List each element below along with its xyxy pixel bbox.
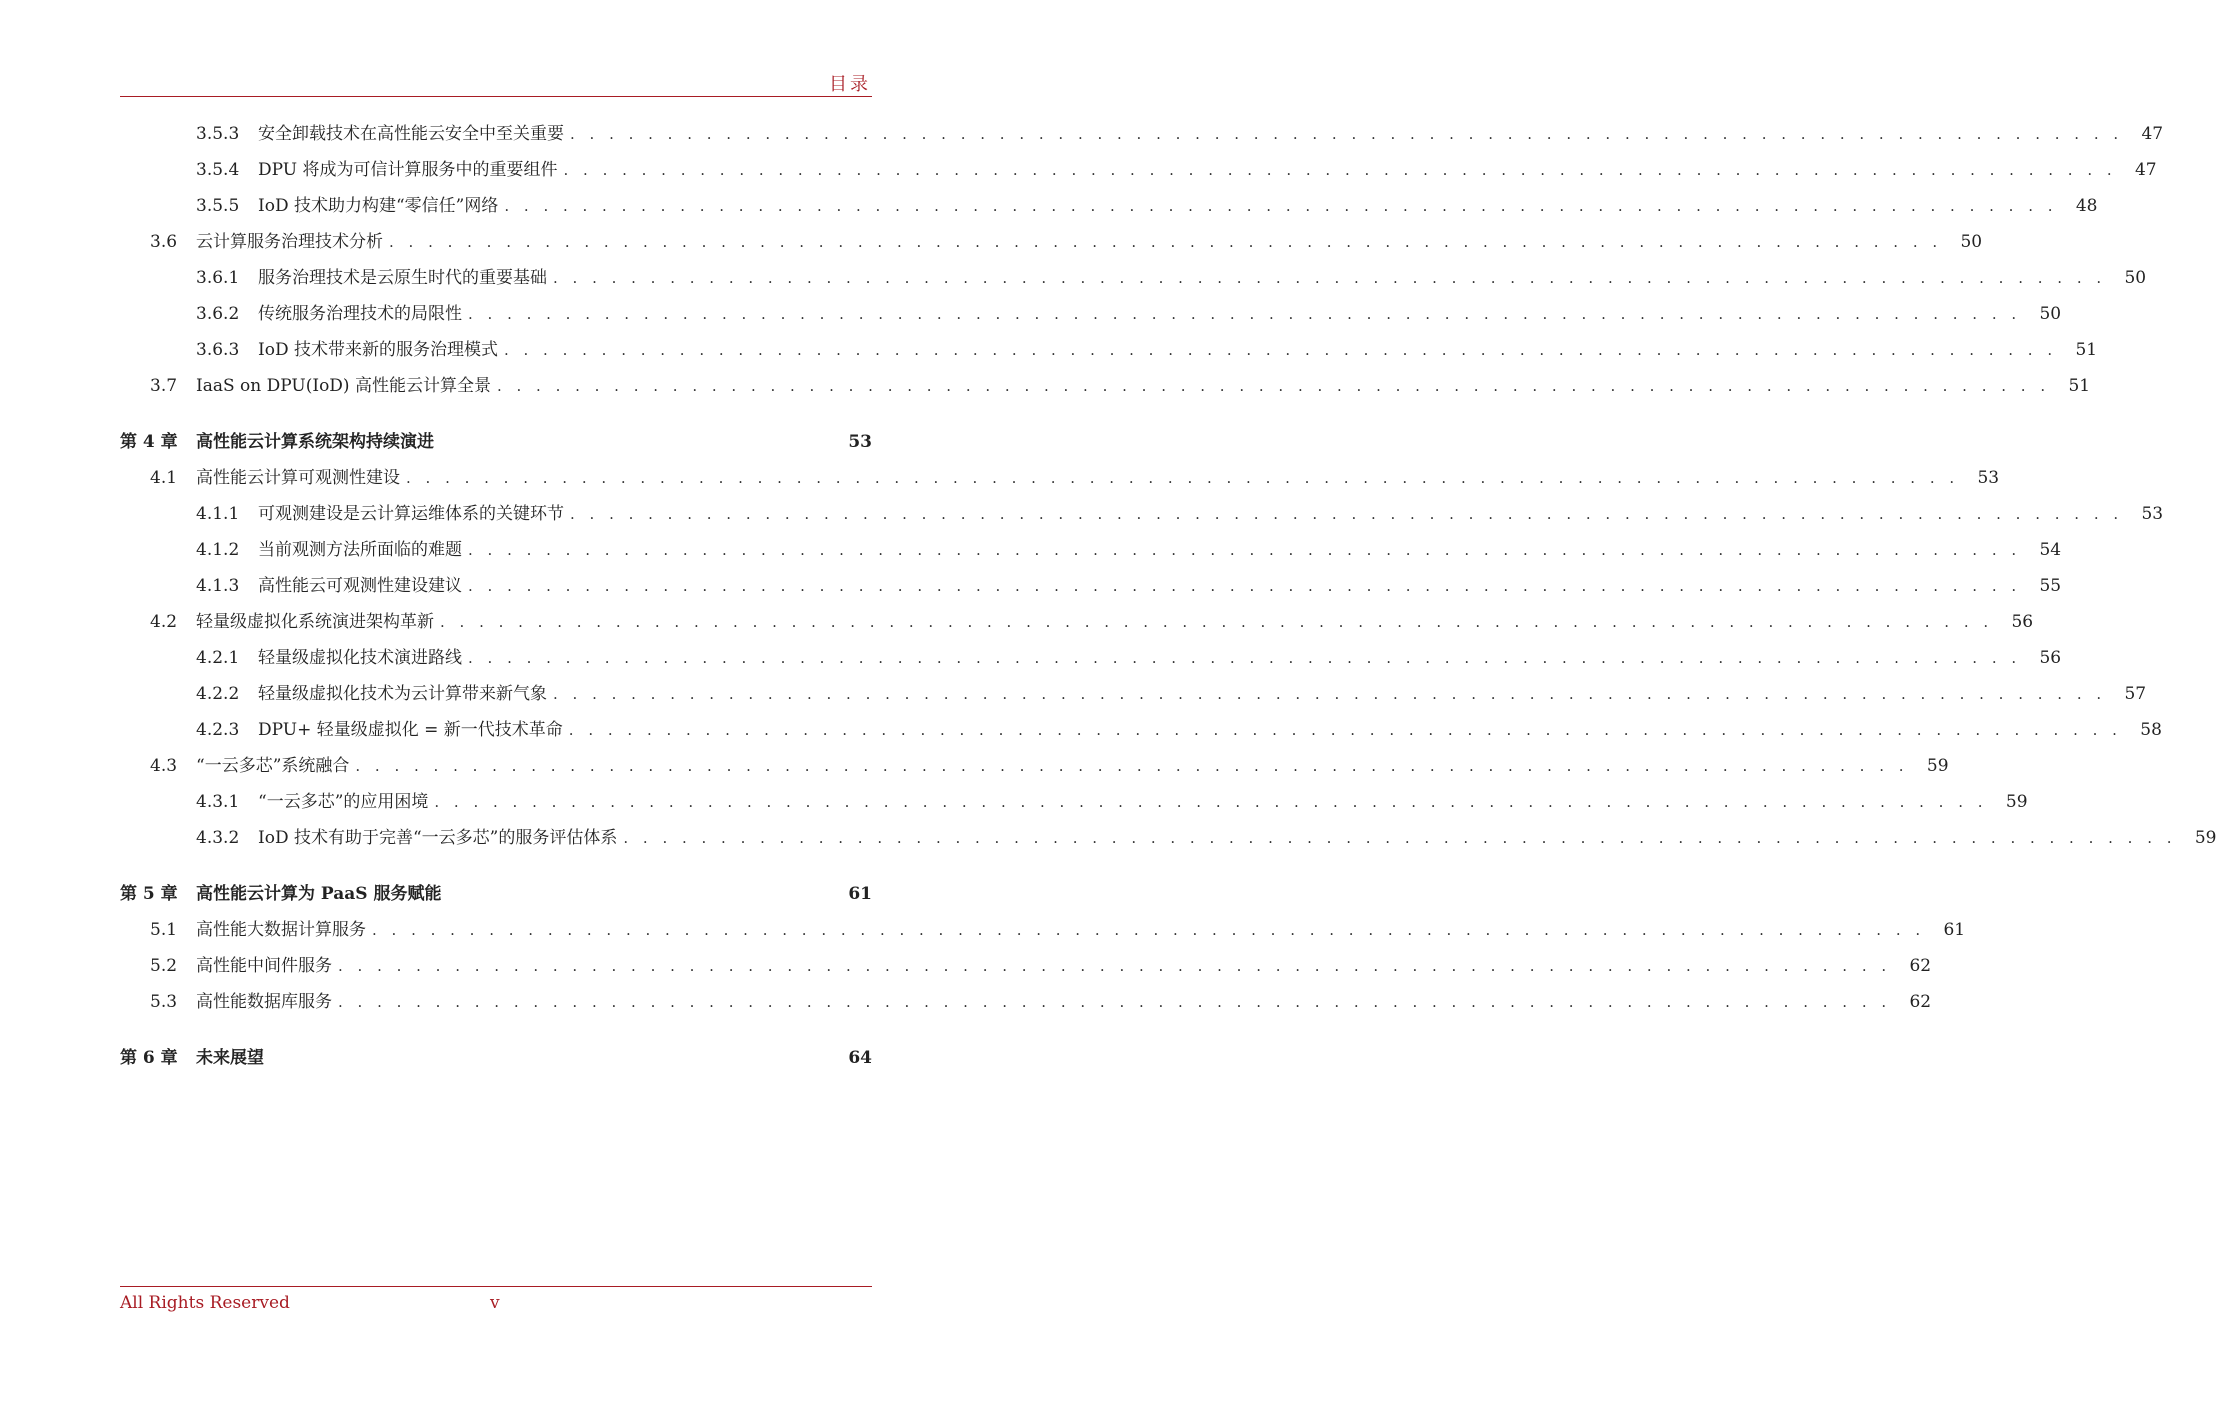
toc-entry-number: 5.1 <box>150 920 178 940</box>
toc-dot-leaders: . . . . . . . . . . . . . . . . . . . . . . . . . . . . . . . . . . . . . . . . . . . . . . . . . . . . . . . . . . . . . . . . . . . . . . . . . . . . . . . . <box>468 577 2022 595</box>
toc-entry-sub[interactable] <box>120 676 2147 712</box>
toc-entry-page: 58 <box>2140 720 2162 740</box>
toc-entry-page: 59 <box>2005 792 2028 812</box>
toc-dot-leaders: . . . . . . . . . . . . . . . . . . . . . . . . . . . . . . . . . . . . . . . . . . . . . . . . . . . . . . . . . . . . . . . . . . . . . . . . . . . . . . . . <box>355 757 1909 775</box>
toc-entry-number: 4.2 <box>150 612 178 632</box>
toc-entry-title: IaaS on DPU(IoD) 高性能云计算全景 <box>196 376 491 396</box>
toc-entry-sub[interactable] <box>120 784 2028 820</box>
toc-entry-page: 62 <box>1909 956 1932 976</box>
toc-dot-leaders: . . . . . . . . . . . . . . . . . . . . . . . . . . . . . . . . . . . . . . . . . . . . . . . . . . . . . . . . . . . . . . . . . . . . . . . . . . . . . . . . <box>504 197 2058 215</box>
toc-entry-sec[interactable] <box>120 912 1966 948</box>
toc-entry-page: 47 <box>2134 160 2157 180</box>
toc-entry-sub[interactable] <box>120 152 2157 188</box>
toc-dot-leaders: . . . . . . . . . . . . . . . . . . . . . . . . . . . . . . . . . . . . . . . . . . . . . . . . . . . . . . . . . . . . . . . . . . . . . . . . . . . . . . . . <box>496 377 2051 395</box>
toc-entry-number: 3.6.1 <box>196 268 240 288</box>
toc-entry-title: “一云多芯”系统融合 <box>196 756 350 776</box>
toc-entry-page: 50 <box>2039 304 2062 324</box>
toc-entry-page: 53 <box>2141 504 2164 524</box>
toc-entry-title: IoD 技术有助于完善“一云多芯”的服务评估体系 <box>258 828 618 848</box>
toc-entry-number: 4.1.3 <box>196 576 240 596</box>
toc-entry-title: IoD 技术带来新的服务治理模式 <box>258 340 498 360</box>
toc-entry-title: 高性能大数据计算服务 <box>196 920 366 940</box>
toc-entry-sec[interactable] <box>120 948 1932 984</box>
toc-entry-number: 3.5.4 <box>196 160 240 180</box>
toc-entry-page: 62 <box>1909 992 1932 1012</box>
toc-dot-leaders: . . . . . . . . . . . . . . . . . . . . . . . . . . . . . . . . . . . . . . . . . . . . . . . . . . . . . . . . . . . . . . . . . . . . . . . . . . . . . . . . <box>338 957 1892 975</box>
toc-entry-sec[interactable] <box>120 604 2034 640</box>
toc-entry-sub[interactable] <box>120 820 2217 856</box>
toc-entry-page: 51 <box>2068 376 2091 396</box>
toc-dot-leaders: . . . . . . . . . . . . . . . . . . . . . . . . . . . . . . . . . . . . . . . . . . . . . . . . . . . . . . . . . . . . . . . . . . . . . . . . . . . . . . . . <box>568 721 2122 739</box>
toc-dot-leaders: . . . . . . . . . . . . . . . . . . . . . . . . . . . . . . . . . . . . . . . . . . . . . . . . . . . . . . . . . . . . . . . . . . . . . . . . . . . . . . . . <box>468 649 2022 667</box>
toc-dot-leaders: . . . . . . . . . . . . . . . . . . . . . . . . . . . . . . . . . . . . . . . . . . . . . . . . . . . . . . . . . . . . . . . . . . . . . . . . . . . . . . . . <box>440 613 1994 631</box>
toc-entry-page: 64 <box>848 1048 872 1068</box>
toc-entry-number: 3.5.3 <box>196 124 240 144</box>
footer-rule <box>120 1286 872 1287</box>
toc-entry-number: 第 5 章 <box>120 884 178 904</box>
toc-entry-page: 56 <box>2011 612 2034 632</box>
toc-dot-leaders: . . . . . . . . . . . . . . . . . . . . . . . . . . . . . . . . . . . . . . . . . . . . . . . . . . . . . . . . . . . . . . . . . . . . . . . . . . . . . . . . <box>553 269 2107 287</box>
toc-dot-leaders: . . . . . . . . . . . . . . . . . . . . . . . . . . . . . . . . . . . . . . . . . . . . . . . . . . . . . . . . . . . . . . . . . . . . . . . . . . . . . . . . <box>389 233 1943 251</box>
toc-dot-leaders: . . . . . . . . . . . . . . . . . . . . . . . . . . . . . . . . . . . . . . . . . . . . . . . . . . . . . . . . . . . . . . . . . . . . . . . . . . . . . . . . <box>623 829 2177 847</box>
toc-entry-title: 高性能中间件服务 <box>196 956 332 976</box>
toc-entry-title: DPU 将成为可信计算服务中的重要组件 <box>258 160 558 180</box>
toc-entry-page: 55 <box>2039 576 2062 596</box>
toc-entry-title: 可观测建设是云计算运维体系的关键环节 <box>258 504 564 524</box>
toc-dot-leaders: . . . . . . . . . . . . . . . . . . . . . . . . . . . . . . . . . . . . . . . . . . . . . . . . . . . . . . . . . . . . . . . . . . . . . . . . . . . . . . . . <box>468 541 2022 559</box>
toc-entry-title: 服务治理技术是云原生时代的重要基础 <box>258 268 547 288</box>
toc-entry-title: 当前观测方法所面临的难题 <box>258 540 462 560</box>
toc-entry-page: 61 <box>1943 920 1966 940</box>
toc-entry-number: 5.2 <box>150 956 178 976</box>
toc-entry-page: 59 <box>1926 756 1949 776</box>
toc-entry-page: 50 <box>2124 268 2147 288</box>
toc-entry-chapter[interactable] <box>120 876 872 912</box>
toc-entry-page: 53 <box>1977 468 2000 488</box>
toc-dot-leaders: . . . . . . . . . . . . . . . . . . . . . . . . . . . . . . . . . . . . . . . . . . . . . . . . . . . . . . . . . . . . . . . . . . . . . . . . . . . . . . . . <box>406 469 1960 487</box>
toc-dot-leaders: . . . . . . . . . . . . . . . . . . . . . . . . . . . . . . . . . . . . . . . . . . . . . . . . . . . . . . . . . . . . . . . . . . . . . . . . . . . . . . . . <box>434 793 1988 811</box>
toc-entry-page: 48 <box>2075 196 2098 216</box>
running-header-title: 目录 <box>829 74 871 95</box>
toc-entry-title: 轻量级虚拟化技术为云计算带来新气象 <box>258 684 547 704</box>
toc-entry-title: DPU+ 轻量级虚拟化 = 新一代技术革命 <box>258 720 563 740</box>
toc-entry-number: 3.6.3 <box>196 340 240 360</box>
toc-entry-title: 传统服务治理技术的局限性 <box>258 304 462 324</box>
toc-entry-title: 安全卸载技术在高性能云安全中至关重要 <box>258 124 564 144</box>
toc-entry-sub[interactable] <box>120 496 2164 532</box>
footer-page-number: v <box>490 1293 500 1313</box>
toc-entry-number: 5.3 <box>150 992 178 1012</box>
toc-entry-page: 61 <box>848 884 872 904</box>
toc-entry-title: 轻量级虚拟化技术演进路线 <box>258 648 462 668</box>
toc-entry-sec[interactable] <box>120 984 1932 1020</box>
toc-entry-number: 4.3.2 <box>196 828 240 848</box>
toc-entry-number: 第 6 章 <box>120 1048 178 1068</box>
toc-entry-sub[interactable] <box>120 532 2062 568</box>
toc-entry-title: “一云多芯”的应用困境 <box>258 792 429 812</box>
toc-dot-leaders: . . . . . . . . . . . . . . . . . . . . . . . . . . . . . . . . . . . . . . . . . . . . . . . . . . . . . . . . . . . . . . . . . . . . . . . . . . . . . . . . <box>468 305 2022 323</box>
toc-entry-number: 4.1.2 <box>196 540 240 560</box>
toc-entry-sub[interactable] <box>120 712 2162 748</box>
toc-entry-title: 云计算服务治理技术分析 <box>196 232 383 252</box>
footer-rights: All Rights Reserved <box>120 1293 290 1313</box>
toc-entry-sec[interactable] <box>120 460 2000 496</box>
toc-entry-number: 第 4 章 <box>120 432 178 452</box>
toc-entry-page: 51 <box>2075 340 2098 360</box>
toc-entry-page: 50 <box>1960 232 1983 252</box>
toc-entry-number: 4.3 <box>150 756 178 776</box>
toc-entry-number: 4.2.2 <box>196 684 240 704</box>
toc-entry-number: 4.1.1 <box>196 504 240 524</box>
table-of-contents <box>120 116 2217 1076</box>
toc-entry-sub[interactable] <box>120 640 2062 676</box>
toc-entry-number: 4.2.3 <box>196 720 240 740</box>
toc-dot-leaders: . . . . . . . . . . . . . . . . . . . . . . . . . . . . . . . . . . . . . . . . . . . . . . . . . . . . . . . . . . . . . . . . . . . . . . . . . . . . . . . . <box>563 161 2117 179</box>
toc-entry-sub[interactable] <box>120 568 2062 604</box>
toc-entry-page: 53 <box>848 432 872 452</box>
toc-entry-page: 59 <box>2194 828 2217 848</box>
toc-entry-sec[interactable] <box>120 224 1983 260</box>
toc-entry-sub[interactable] <box>120 332 2098 368</box>
toc-entry-title: 高性能数据库服务 <box>196 992 332 1012</box>
toc-dot-leaders: . . . . . . . . . . . . . . . . . . . . . . . . . . . . . . . . . . . . . . . . . . . . . . . . . . . . . . . . . . . . . . . . . . . . . . . . . . . . . . . . <box>553 685 2107 703</box>
header-rule <box>120 96 872 97</box>
toc-entry-number: 4.1 <box>150 468 178 488</box>
toc-entry-page: 47 <box>2141 124 2164 144</box>
toc-entry-chapter[interactable] <box>120 424 872 460</box>
toc-entry-number: 4.2.1 <box>196 648 240 668</box>
toc-entry-number: 3.7 <box>150 376 178 396</box>
toc-entry-title: 未来展望 <box>196 1048 264 1068</box>
toc-entry-number: 3.5.5 <box>196 196 240 216</box>
toc-entry-number: 3.6.2 <box>196 304 240 324</box>
toc-entry-title: 轻量级虚拟化系统演进架构革新 <box>196 612 434 632</box>
toc-entry-chapter[interactable] <box>120 1040 872 1076</box>
toc-dot-leaders: . . . . . . . . . . . . . . . . . . . . . . . . . . . . . . . . . . . . . . . . . . . . . . . . . . . . . . . . . . . . . . . . . . . . . . . . . . . . . . . . <box>570 125 2124 143</box>
toc-entry-sub[interactable] <box>120 188 2098 224</box>
toc-entry-page: 57 <box>2124 684 2147 704</box>
toc-dot-leaders: . . . . . . . . . . . . . . . . . . . . . . . . . . . . . . . . . . . . . . . . . . . . . . . . . . . . . . . . . . . . . . . . . . . . . . . . . . . . . . . . <box>338 993 1892 1011</box>
toc-entry-title: 高性能云计算为 PaaS 服务赋能 <box>196 884 442 904</box>
toc-entry-number: 4.3.1 <box>196 792 240 812</box>
toc-entry-title: IoD 技术助力构建“零信任”网络 <box>258 196 499 216</box>
toc-entry-title: 高性能云可观测性建设建议 <box>258 576 462 596</box>
toc-entry-sub[interactable] <box>120 260 2147 296</box>
toc-entry-sub[interactable] <box>120 296 2062 332</box>
toc-entry-title: 高性能云计算系统架构持续演进 <box>196 432 434 452</box>
toc-entry-sec[interactable] <box>120 748 1949 784</box>
toc-entry-sub[interactable] <box>120 116 2164 152</box>
toc-entry-page: 56 <box>2039 648 2062 668</box>
toc-entry-number: 3.6 <box>150 232 178 252</box>
toc-dot-leaders: . . . . . . . . . . . . . . . . . . . . . . . . . . . . . . . . . . . . . . . . . . . . . . . . . . . . . . . . . . . . . . . . . . . . . . . . . . . . . . . . <box>372 921 1926 939</box>
toc-dot-leaders: . . . . . . . . . . . . . . . . . . . . . . . . . . . . . . . . . . . . . . . . . . . . . . . . . . . . . . . . . . . . . . . . . . . . . . . . . . . . . . . . <box>570 505 2124 523</box>
toc-entry-sec[interactable] <box>120 368 2091 404</box>
toc-entry-page: 54 <box>2039 540 2062 560</box>
toc-dot-leaders: . . . . . . . . . . . . . . . . . . . . . . . . . . . . . . . . . . . . . . . . . . . . . . . . . . . . . . . . . . . . . . . . . . . . . . . . . . . . . . . . <box>503 341 2058 359</box>
toc-entry-title: 高性能云计算可观测性建设 <box>196 468 400 488</box>
